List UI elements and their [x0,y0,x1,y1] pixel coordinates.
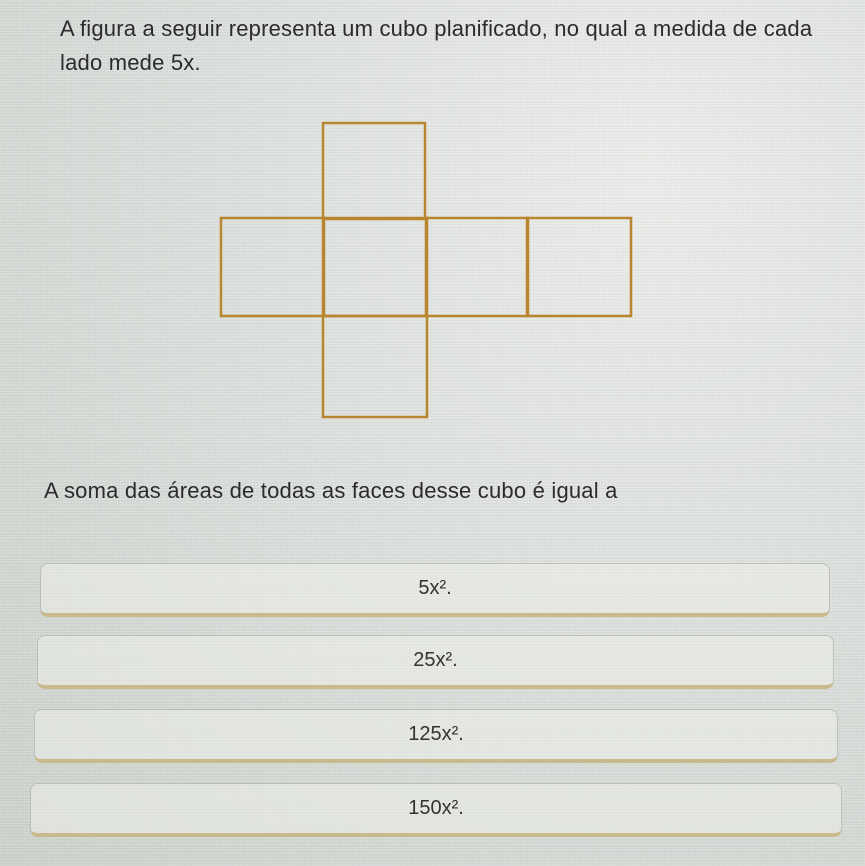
answer-option-b-text: 25x². [413,649,458,671]
net-face-far-right [527,218,631,316]
answer-option-b[interactable] [37,635,834,689]
answer-option-c-text: 125x². [408,723,464,745]
answer-option-c[interactable] [34,709,838,763]
net-face-left [221,218,324,316]
question-statement: A figura a seguir representa um cubo planificado, no qual a medida de cada lado mede 5x. [60,16,813,75]
answer-option-a[interactable] [40,563,830,617]
net-face-bottom [323,316,427,417]
net-face-right [426,218,528,316]
net-face-center [323,218,427,316]
answer-option-d-text: 150x². [408,797,464,819]
question-prompt: A soma das áreas de todas as faces desse cubo é igual a [44,478,618,503]
answer-option-a-text: 5x². [418,577,452,599]
net-face-top [323,123,425,219]
answer-option-d[interactable] [30,783,842,837]
